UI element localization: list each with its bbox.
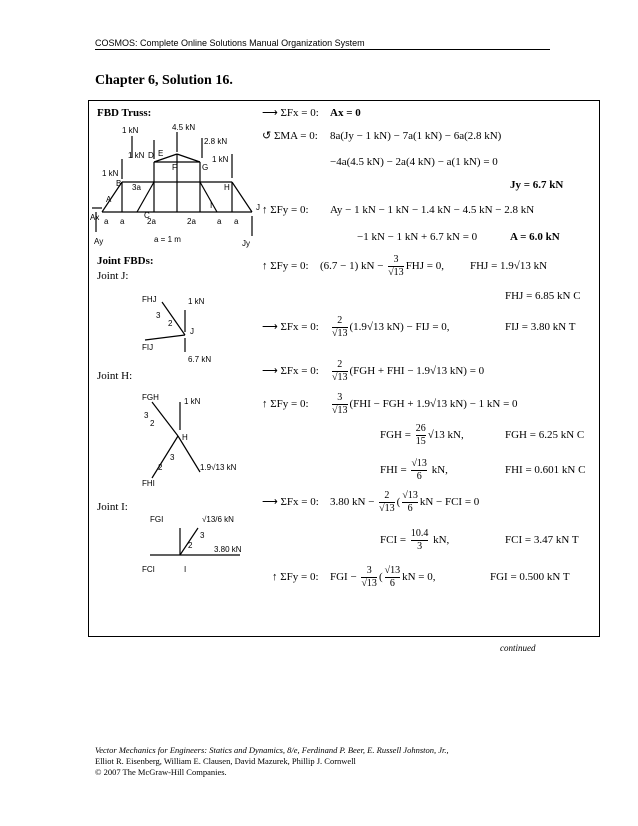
joint-h-label: 1.9√13 kN bbox=[200, 463, 237, 472]
continued-note: continued bbox=[500, 643, 536, 653]
right-arrow-icon: ⟶ bbox=[262, 107, 278, 119]
fraction: $\frac{2}{√13}$ bbox=[379, 490, 395, 514]
chapter-title: Chapter 6, Solution 16. bbox=[95, 73, 233, 88]
eq-moment-2: −4a(4.5 kN) − 2a(4 kN) − a(1 kN) = 0 bbox=[330, 156, 498, 168]
eq-term: √13 kN, bbox=[427, 429, 464, 442]
fraction: $\frac{10.4}{3}$ bbox=[410, 528, 429, 552]
node-label: B bbox=[116, 179, 122, 188]
fraction: $\frac{26}{15}$ bbox=[415, 423, 426, 447]
eq-label: ΣFx = 0: bbox=[280, 365, 319, 377]
load-label: 1 kN bbox=[122, 126, 139, 135]
truss-sketch bbox=[92, 124, 262, 249]
reaction-label: Jy bbox=[242, 239, 250, 248]
node-label: G bbox=[202, 163, 209, 172]
node-label: H bbox=[224, 183, 230, 192]
up-arrow-icon: ↑ bbox=[262, 204, 268, 216]
eq-fy-1: Ay − 1 kN − 1 kN − 1.4 kN − 4.5 kN − 2.8 kN bbox=[330, 204, 535, 216]
label-joint-h: Joint H: bbox=[97, 370, 133, 382]
joint-i-sketch bbox=[140, 510, 260, 580]
result-fci: FCI = 3.47 kN T bbox=[505, 534, 579, 546]
eq-label: ΣFx = 0: bbox=[280, 496, 319, 508]
eq-term: kN, bbox=[428, 464, 448, 477]
eq-term: FHJ = 0, bbox=[405, 260, 444, 273]
joint-j-label: FIJ bbox=[142, 343, 154, 352]
eq-term: (6.7 − 1) kN − bbox=[320, 260, 387, 273]
joint-j-sketch bbox=[140, 290, 240, 370]
eq-term: kN − FCI = 0 bbox=[419, 496, 480, 509]
eq-label: ΣFy = 0: bbox=[270, 398, 309, 410]
eq-term: FGH = bbox=[380, 429, 414, 442]
eq-label: ΣFx = 0: bbox=[280, 107, 319, 119]
footer bbox=[95, 745, 449, 778]
joint-j-label: 3 bbox=[156, 311, 161, 320]
eq-term: FGI − bbox=[330, 571, 360, 584]
fraction: $\frac{3}{√13}$ bbox=[332, 392, 348, 416]
joint-j-label: 2 bbox=[168, 319, 173, 328]
header-rule bbox=[95, 49, 550, 50]
moment-arrow-icon: ↺ bbox=[262, 130, 272, 142]
eq-label: ΣFx = 0: bbox=[280, 321, 319, 333]
eq-fy-2: −1 kN − 1 kN + 6.7 kN = 0 bbox=[357, 231, 478, 243]
joint-i-label: √13/6 kN bbox=[202, 515, 234, 524]
joint-h-label: 3 bbox=[170, 453, 175, 462]
right-arrow-icon: ⟶ bbox=[262, 496, 278, 508]
up-arrow-icon: ↑ bbox=[272, 571, 278, 583]
node-label: J bbox=[256, 203, 260, 212]
joint-h-label: 3 bbox=[144, 411, 149, 420]
eq-term: (FHI − FGH + 1.9√13 kN) − 1 kN = 0 bbox=[349, 398, 518, 411]
eq-term: kN = 0, bbox=[402, 571, 436, 584]
joint-j-label: 1 kN bbox=[188, 297, 205, 306]
joint-i-label: 3.80 kN bbox=[214, 545, 242, 554]
joint-h-label: 2 bbox=[150, 419, 155, 428]
eq-term: (FGH + FHI − 1.9√13 kN) = 0 bbox=[349, 365, 485, 378]
result-fhj: FHJ = 6.85 kN C bbox=[505, 290, 581, 302]
joint-j-label: 6.7 kN bbox=[188, 355, 212, 364]
fraction: $\frac{2}{√13}$ bbox=[332, 315, 348, 339]
dim-label: a bbox=[120, 217, 125, 226]
joint-i-label: I bbox=[184, 565, 187, 574]
fraction: $\frac{3}{√13}$ bbox=[388, 254, 404, 278]
label-joint-i: Joint I: bbox=[97, 501, 128, 513]
dim-label: a bbox=[217, 217, 222, 226]
load-label: 1 kN bbox=[128, 151, 145, 160]
node-label: I bbox=[210, 201, 213, 210]
joint-i-label: 2 bbox=[188, 541, 193, 550]
dim-label: a = 1 m bbox=[154, 235, 181, 244]
up-arrow-icon: ↑ bbox=[262, 260, 268, 272]
joint-h-label: H bbox=[182, 433, 188, 442]
joint-i-label: 3 bbox=[200, 531, 205, 540]
result-fij: FIJ = 3.80 kN T bbox=[505, 321, 576, 333]
joint-h-label: 2 bbox=[158, 463, 163, 472]
result-fgi: FGI = 0.500 kN T bbox=[490, 571, 570, 583]
load-label: 4.5 kN bbox=[172, 123, 196, 132]
eq-term: FCI = bbox=[380, 534, 409, 547]
load-label: 2.8 kN bbox=[204, 137, 228, 146]
reaction-label: Ax bbox=[90, 213, 100, 222]
fraction: $\frac{√13}{6}$ bbox=[384, 565, 401, 589]
eq-term: FHI = bbox=[380, 464, 410, 477]
eq-term: 3.80 kN − bbox=[330, 496, 378, 509]
dim-label: 3a bbox=[132, 183, 141, 192]
eq-fhj: FHJ = 1.9√13 kN bbox=[470, 260, 548, 272]
node-label: D bbox=[148, 151, 154, 160]
footer-line: Elliot R. Eisenberg, William E. Clausen, David Mazurek, Phillip J. Cornwell bbox=[95, 756, 356, 766]
result-fgh: FGH = 6.25 kN C bbox=[505, 429, 585, 441]
label-fbd-truss: FBD Truss: bbox=[97, 107, 152, 119]
right-arrow-icon: ⟶ bbox=[262, 321, 278, 333]
fraction: $\frac{3}{√13}$ bbox=[361, 565, 377, 589]
eq-ax: Ax = 0 bbox=[330, 107, 361, 119]
fraction: $\frac{2}{√13}$ bbox=[332, 359, 348, 383]
dim-label: a bbox=[104, 217, 109, 226]
eq-moment-1: 8a(Jy − 1 kN) − 7a(1 kN) − 6a(2.8 kN) bbox=[330, 130, 502, 142]
eq-label: ΣFy = 0: bbox=[280, 571, 319, 583]
joint-i-label: FGI bbox=[150, 515, 164, 524]
node-label: E bbox=[158, 149, 164, 158]
label-joint-fbds: Joint FBDs: bbox=[97, 255, 154, 267]
label-joint-j: Joint J: bbox=[97, 270, 129, 282]
eq-label: ΣFy = 0: bbox=[270, 204, 309, 216]
result-fhi: FHI = 0.601 kN C bbox=[505, 464, 586, 476]
right-arrow-icon: ⟶ bbox=[262, 365, 278, 377]
footer-line: © 2007 The McGraw-Hill Companies. bbox=[95, 767, 227, 777]
result-jy: Jy = 6.7 kN bbox=[510, 179, 564, 191]
result-a: A = 6.0 kN bbox=[510, 231, 560, 243]
joint-j-label: J bbox=[190, 327, 194, 336]
node-label: C bbox=[144, 211, 150, 220]
eq-label: ΣMA = 0: bbox=[273, 130, 318, 142]
fraction: $\frac{√13}{6}$ bbox=[411, 458, 427, 482]
page-header: COSMOS: Complete Online Solutions Manual Organization System bbox=[95, 38, 365, 48]
node-label: F bbox=[172, 163, 177, 172]
load-label: 1 kN bbox=[102, 169, 119, 178]
eq-label: ΣFy = 0: bbox=[270, 260, 309, 272]
footer-line: Vector Mechanics for Engineers: Statics and Dynamics, 8/e, Ferdinand P. Beer, E. Russell Johnston, Jr., bbox=[95, 745, 449, 755]
eq-term: (1.9√13 kN) − FIJ = 0, bbox=[349, 321, 450, 334]
reaction-label: Ay bbox=[94, 237, 104, 246]
node-label: A bbox=[106, 195, 112, 204]
up-arrow-icon: ↑ bbox=[262, 398, 268, 410]
dim-label: a bbox=[234, 217, 239, 226]
joint-h-sketch bbox=[140, 390, 260, 490]
joint-h-label: FHI bbox=[142, 479, 155, 488]
joint-h-label: 1 kN bbox=[184, 397, 201, 406]
load-label: 1 kN bbox=[212, 155, 229, 164]
eq-term: kN, bbox=[430, 534, 450, 547]
joint-j-label: FHJ bbox=[142, 295, 157, 304]
dim-label: 2a bbox=[187, 217, 196, 226]
fraction: $\frac{√13}{6}$ bbox=[402, 490, 418, 514]
dim-label: 2a bbox=[147, 217, 156, 226]
joint-h-label: FGH bbox=[142, 393, 159, 402]
joint-i-label: FCI bbox=[142, 565, 155, 574]
